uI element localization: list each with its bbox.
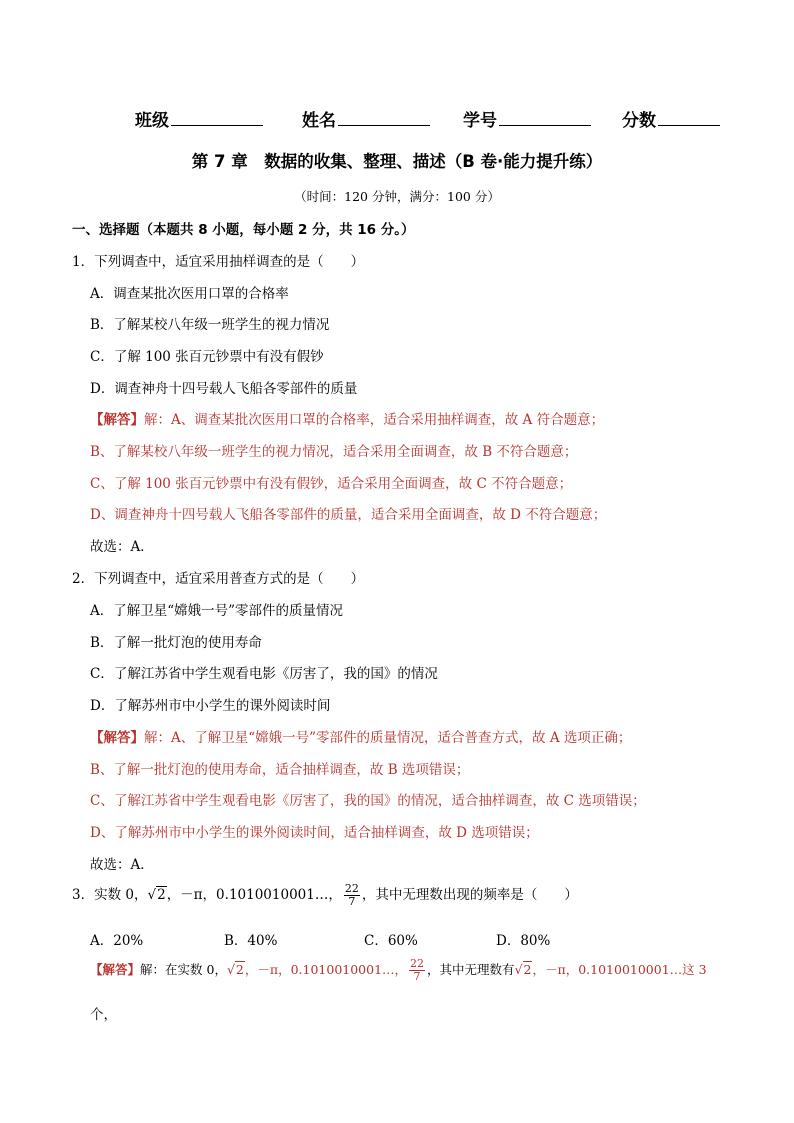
q3-frac-den: 7 <box>348 895 356 908</box>
q3-sqrt-radicand: 2 <box>157 887 166 903</box>
q3-frac-num: 22 <box>344 882 359 895</box>
q2-answer-tag: 【解答】 <box>90 730 144 746</box>
q2-option-c: C．了解江苏省中学生观看电影《厉害了，我的国》的情况 <box>90 666 438 682</box>
q3-stem-post: ，其中无理数出现的频率是（ ） <box>361 887 578 903</box>
name-label: 姓名 <box>302 111 336 131</box>
q1-answer-text-1: 解：A、调查某批次医用口罩的合格率，适合采用抽样调查，故 A 符合题意； <box>144 412 605 428</box>
score-field <box>622 106 720 131</box>
id-label: 学号 <box>463 111 497 131</box>
q1-choice: 故选：A． <box>90 539 154 555</box>
q3-ans-sqrt-2: √2 <box>514 962 532 977</box>
q3-ans-frac-num: 22 <box>410 957 425 970</box>
q3-ans-mid-1: ，－π，0.1010010001…， <box>244 962 408 977</box>
q2-answer-line-1 <box>90 726 631 746</box>
id-field <box>463 106 591 131</box>
page-subtitle: （时间：120 分钟，满分：100 分） <box>294 189 500 204</box>
q3-fraction <box>344 883 360 908</box>
page-title: 第 7 章 数据的收集、整理、描述（B 卷·能力提升练） <box>191 152 603 171</box>
q3-ans-fraction <box>409 958 425 983</box>
q1-answer-line-1 <box>90 408 604 428</box>
class-label: 班级 <box>135 111 169 131</box>
q3-stem-mid: ，－π，0.1010010001…， <box>166 887 342 903</box>
q2-answer-line-2: B、了解一批灯泡的使用寿命，适合抽样调查，故 B 选项错误； <box>90 762 470 778</box>
q1-option-c: C．了解 100 张百元钞票中有没有假钞 <box>90 349 324 365</box>
q3-ans-sqrt-1: √2 <box>226 962 244 977</box>
name-blank[interactable] <box>338 109 430 126</box>
q2-answer-line-4: D、了解苏州市中小学生的课外阅读时间，适合抽样调查，故 D 选项错误； <box>90 825 539 841</box>
q3-option-b: B．40% <box>224 933 278 949</box>
q2-stem: 2．下列调查中，适宜采用普查方式的是（ ） <box>72 571 365 587</box>
q3-answer-tag: 【解答】 <box>90 962 141 977</box>
score-label: 分数 <box>622 111 656 131</box>
section-title: 一、选择题（本题共 8 小题，每小题 2 分，共 16 分。） <box>72 222 415 238</box>
q1-option-d: D．调查神舟十四号载人飞船各零部件的质量 <box>90 381 358 397</box>
class-field <box>135 106 263 131</box>
q2-option-d: D．了解苏州市中小学生的课外阅读时间 <box>90 698 331 714</box>
q3-option-c: C．60% <box>364 933 418 949</box>
q1-answer-tag: 【解答】 <box>90 412 144 428</box>
q3-stem <box>72 883 578 908</box>
q1-answer-line-4: D、调查神舟十四号载人飞船各零部件的质量，适合采用全面调查，故 D 不符合题意； <box>90 507 607 523</box>
q2-option-a: A．了解卫星“嫦娥一号”零部件的质量情况 <box>90 603 344 619</box>
q3-ans-sqrt-1-radicand: 2 <box>235 962 244 977</box>
q3-ans-pre: 解：在实数 0， <box>140 962 227 977</box>
q1-stem: 1．下列调查中，适宜采用抽样调查的是（ ） <box>72 254 365 270</box>
q2-option-b: B．了解一批灯泡的使用寿命 <box>90 635 262 651</box>
q3-stem-pre: 3．实数 0， <box>72 887 148 903</box>
score-blank[interactable] <box>658 109 720 126</box>
q1-answer-line-2: B、了解某校八年级一班学生的视力情况，适合采用全面调查，故 B 不符合题意； <box>90 444 578 460</box>
name-field <box>302 106 430 131</box>
q1-option-b: B．了解某校八年级一班学生的视力情况 <box>90 317 330 333</box>
q2-choice: 故选：A． <box>90 857 154 873</box>
q3-option-a: A．20% <box>90 933 144 949</box>
q2-answer-text-1: 解：A、了解卫星“嫦娥一号”零部件的质量情况，适合普查方式，故 A 选项正确； <box>144 730 632 746</box>
q3-ans-post: ，－π，0.1010010001…这 3 <box>532 962 707 977</box>
q1-answer-line-3: C、了解 100 张百元钞票中有没有假钞，适合采用全面调查，故 C 不符合题意； <box>90 476 573 492</box>
id-blank[interactable] <box>499 109 591 126</box>
q3-ans-mid-2: ，其中无理数有 <box>427 962 515 977</box>
q2-answer-line-3: C、了解江苏省中学生观看电影《厉害了，我的国》的情况，适合抽样调查，故 C 选项错误； <box>90 793 646 809</box>
q3-ans-frac-den: 7 <box>413 970 421 983</box>
q3-ans-sqrt-2-radicand: 2 <box>523 962 532 977</box>
q3-answer-line-2: 个， <box>90 1007 117 1023</box>
q1-option-a: A．调查某批次医用口罩的合格率 <box>90 286 289 302</box>
q3-answer-line-1 <box>90 958 707 983</box>
q3-option-d: D．80% <box>496 933 551 949</box>
q3-sqrt: √2 <box>147 887 166 903</box>
class-blank[interactable] <box>171 109 263 126</box>
